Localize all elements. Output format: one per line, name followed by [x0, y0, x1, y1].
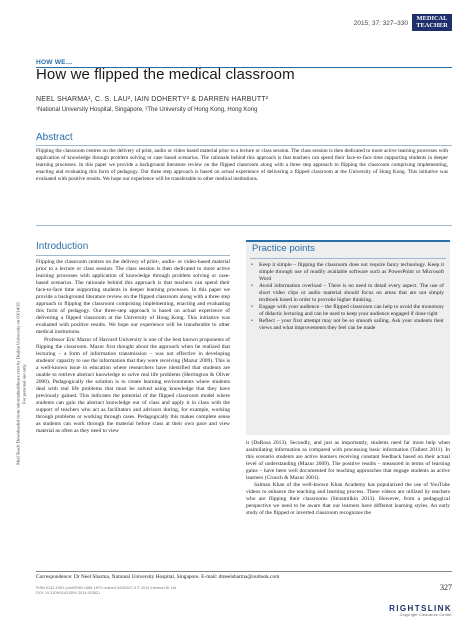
watermark-line-1: Med Teach Downloaded from informahealthcare.com by Deakin University on 03/14/15 [15, 302, 21, 465]
practice-points-box [246, 240, 450, 435]
abstract-heading: Abstract [36, 132, 73, 143]
download-watermark [15, 239, 26, 529]
bullet-icon: • [251, 318, 253, 325]
bullet-icon: • [251, 304, 253, 311]
practice-point-text: Keep it simple – flipping the classroom does not require fancy technology. Keep it simple through use of readily available software such as PowerPoint or Microsoft Word [259, 262, 444, 283]
rightslink-wordmark: RIGHTSLINK [389, 604, 452, 613]
practice-point-text: Reflect – your first attempt may not be so smooth sailing. Ask your students their views and what improvements they feel can be made [259, 318, 444, 332]
section-label: HOW WE… [36, 59, 73, 66]
logo-line-1: MEDICAL [416, 15, 448, 22]
rightslink-logo [389, 604, 452, 617]
journal-logo [412, 14, 452, 31]
practice-point-text: Avoid information overload – There is no need to detail every aspect. The use of short video clips or audio material should focus on areas that are not simply textbook based in order to provoke higher thinking. [259, 283, 444, 304]
practice-point [250, 304, 444, 318]
watermark-line-2: For personal use only. [21, 363, 26, 404]
abstract-bottom-divider [36, 225, 452, 226]
practice-points-list [250, 262, 444, 332]
copyright-line-1: ISSN 0142-159X print/ISSN 1466-187X online/14/040327-4 © 2014 Informa UK Ltd. [36, 586, 178, 590]
doi-line: DOI: 10.3109/0142159X.2014.923821 [36, 591, 101, 595]
practice-point [250, 318, 444, 332]
footer-divider [36, 571, 452, 572]
practice-point-text: Engage with your audience – the flipped classroom can help to avoid the monotony of didactic lecturing and can be used to keep your audience engaged if done right [259, 304, 444, 318]
right-paragraph-1: it (DaRosa 2013). Secondly, and just as importantly, students need far more help when assimilating information as compared with processing basic information (Talbert 2011). In this scenario students are active learners receiving constant feedback based on their actual level of understanding (Mazur 2009). The positive results – measured in terms of learning gains – have been well documented for teaching approaches that engage students as active learners (Crouch & Mazur 2001). [246, 440, 450, 482]
introduction-body [36, 259, 230, 435]
page-number: 327 [440, 583, 452, 592]
introduction-paragraph-2: Professor Eric Mazur of Harvard University is one of the best known proponents of flipping the classroom. Mazur first thought about the approach when he realized that lecturing – a form of information transmission – was not effective in developing students' capacity to use the information that they were receiving (Mazur 2009). This is a well-known issue in education where researchers have identified that students are unable to retrieve abstract knowledge to solve real life problems (Herrington & Oliver 2000). Pedagogically the solution is to create learning environments where students deal with real life problems that must be solved using knowledge that they have previously gained. This indicates the potential of the flipped classroom model where students can gain the abstract knowledge out of class and apply it in class with the support of teachers who act as facilitators and advisors during, for example, working through problems or working through cases. Pedagogically this makes complete sense as students can work through the material before class at their own pace and view material as often as they need to view [36, 336, 230, 435]
introduction-paragraph-1: Flipping the classroom centres on the delivery of print-, audio- or video-based material prior to a lecture or class session. The class session is then dedicated to more active learning processes with application of knowledge through problem solving or case-based scenarios. The rationale behind this approach is that teachers can spend their face-to-face time supporting students in deeper learning processes. In this paper we provide a background literature review on the flipped classroom along with a three step approach to flipping the classroom comprising implementing, enacting and evaluating this form of pedagogy. Our three-step approach is based on actual experience of delivering a flipped classroom at the University of Hong Kong. This initiative was evaluated with positive results. We hope our experience will be transferable to other medical institutions. [36, 259, 230, 336]
practice-point [250, 262, 444, 283]
abstract-divider [36, 145, 452, 146]
practice-points-divider [250, 258, 446, 259]
practice-points-heading: Practice points [252, 243, 315, 254]
bullet-icon: • [251, 283, 253, 290]
journal-citation: 2015; 37: 327–330 [353, 20, 408, 27]
correspondence-note: Correspondence: Dr Neel Sharma, National University Hospital, Singapore. E-mail: dmeelsharma@outlook.com [36, 574, 280, 580]
affiliation: ¹National University Hospital, Singapore, ²The University of Hong Kong, Hong Kong [36, 107, 258, 113]
rightslink-tagline: Copyright Clearance Center [399, 613, 452, 617]
abstract-body: Flipping the classroom centres on the delivery of print, audio or video based material prior to a lecture or class session. The class session is then dedicated to more active learning processes with application of knowledge through problem solving or case based scenarios. The rationale behind this approach is that teachers can spend their face-to-face time supporting students in deeper learning processes. In this paper we provide a background literature review on the flipped classroom along with a three step approach to flipping the classroom comprising implementing, enacting and evaluating this form of pedagogy. Our three step approach is based on actual experience of delivering a flipped classroom at the University of Hong Kong. This initiative was evaluated with positive results. We hope our experience will be transferable to other medical institutions. [36, 148, 448, 182]
bullet-icon: • [251, 262, 253, 268]
author-list: NEEL SHARMA¹, C. S. LAU², IAIN DOHERTY² & DARREN HARBUTT² [36, 96, 269, 103]
introduction-divider [36, 255, 230, 256]
article-title: How we flipped the medical classroom [36, 66, 295, 83]
right-paragraph-2: Salman Khan of the well-known Khan Academy has popularized the use of YouTube videos to enhance the teaching and learning process. These videos are utilized by teachers who are flipping their classrooms (Strasmilkin 2013). However, from a pedagogical perspective we need to be aware that our learners have different learning styles. An early study of the flipped or inverted classroom recognizes the [246, 482, 450, 517]
right-column-body [246, 440, 450, 518]
practice-point [250, 283, 444, 304]
logo-line-2: TEACHER [416, 22, 448, 30]
copyright-notice [36, 586, 177, 596]
introduction-heading: Introduction [36, 241, 89, 252]
